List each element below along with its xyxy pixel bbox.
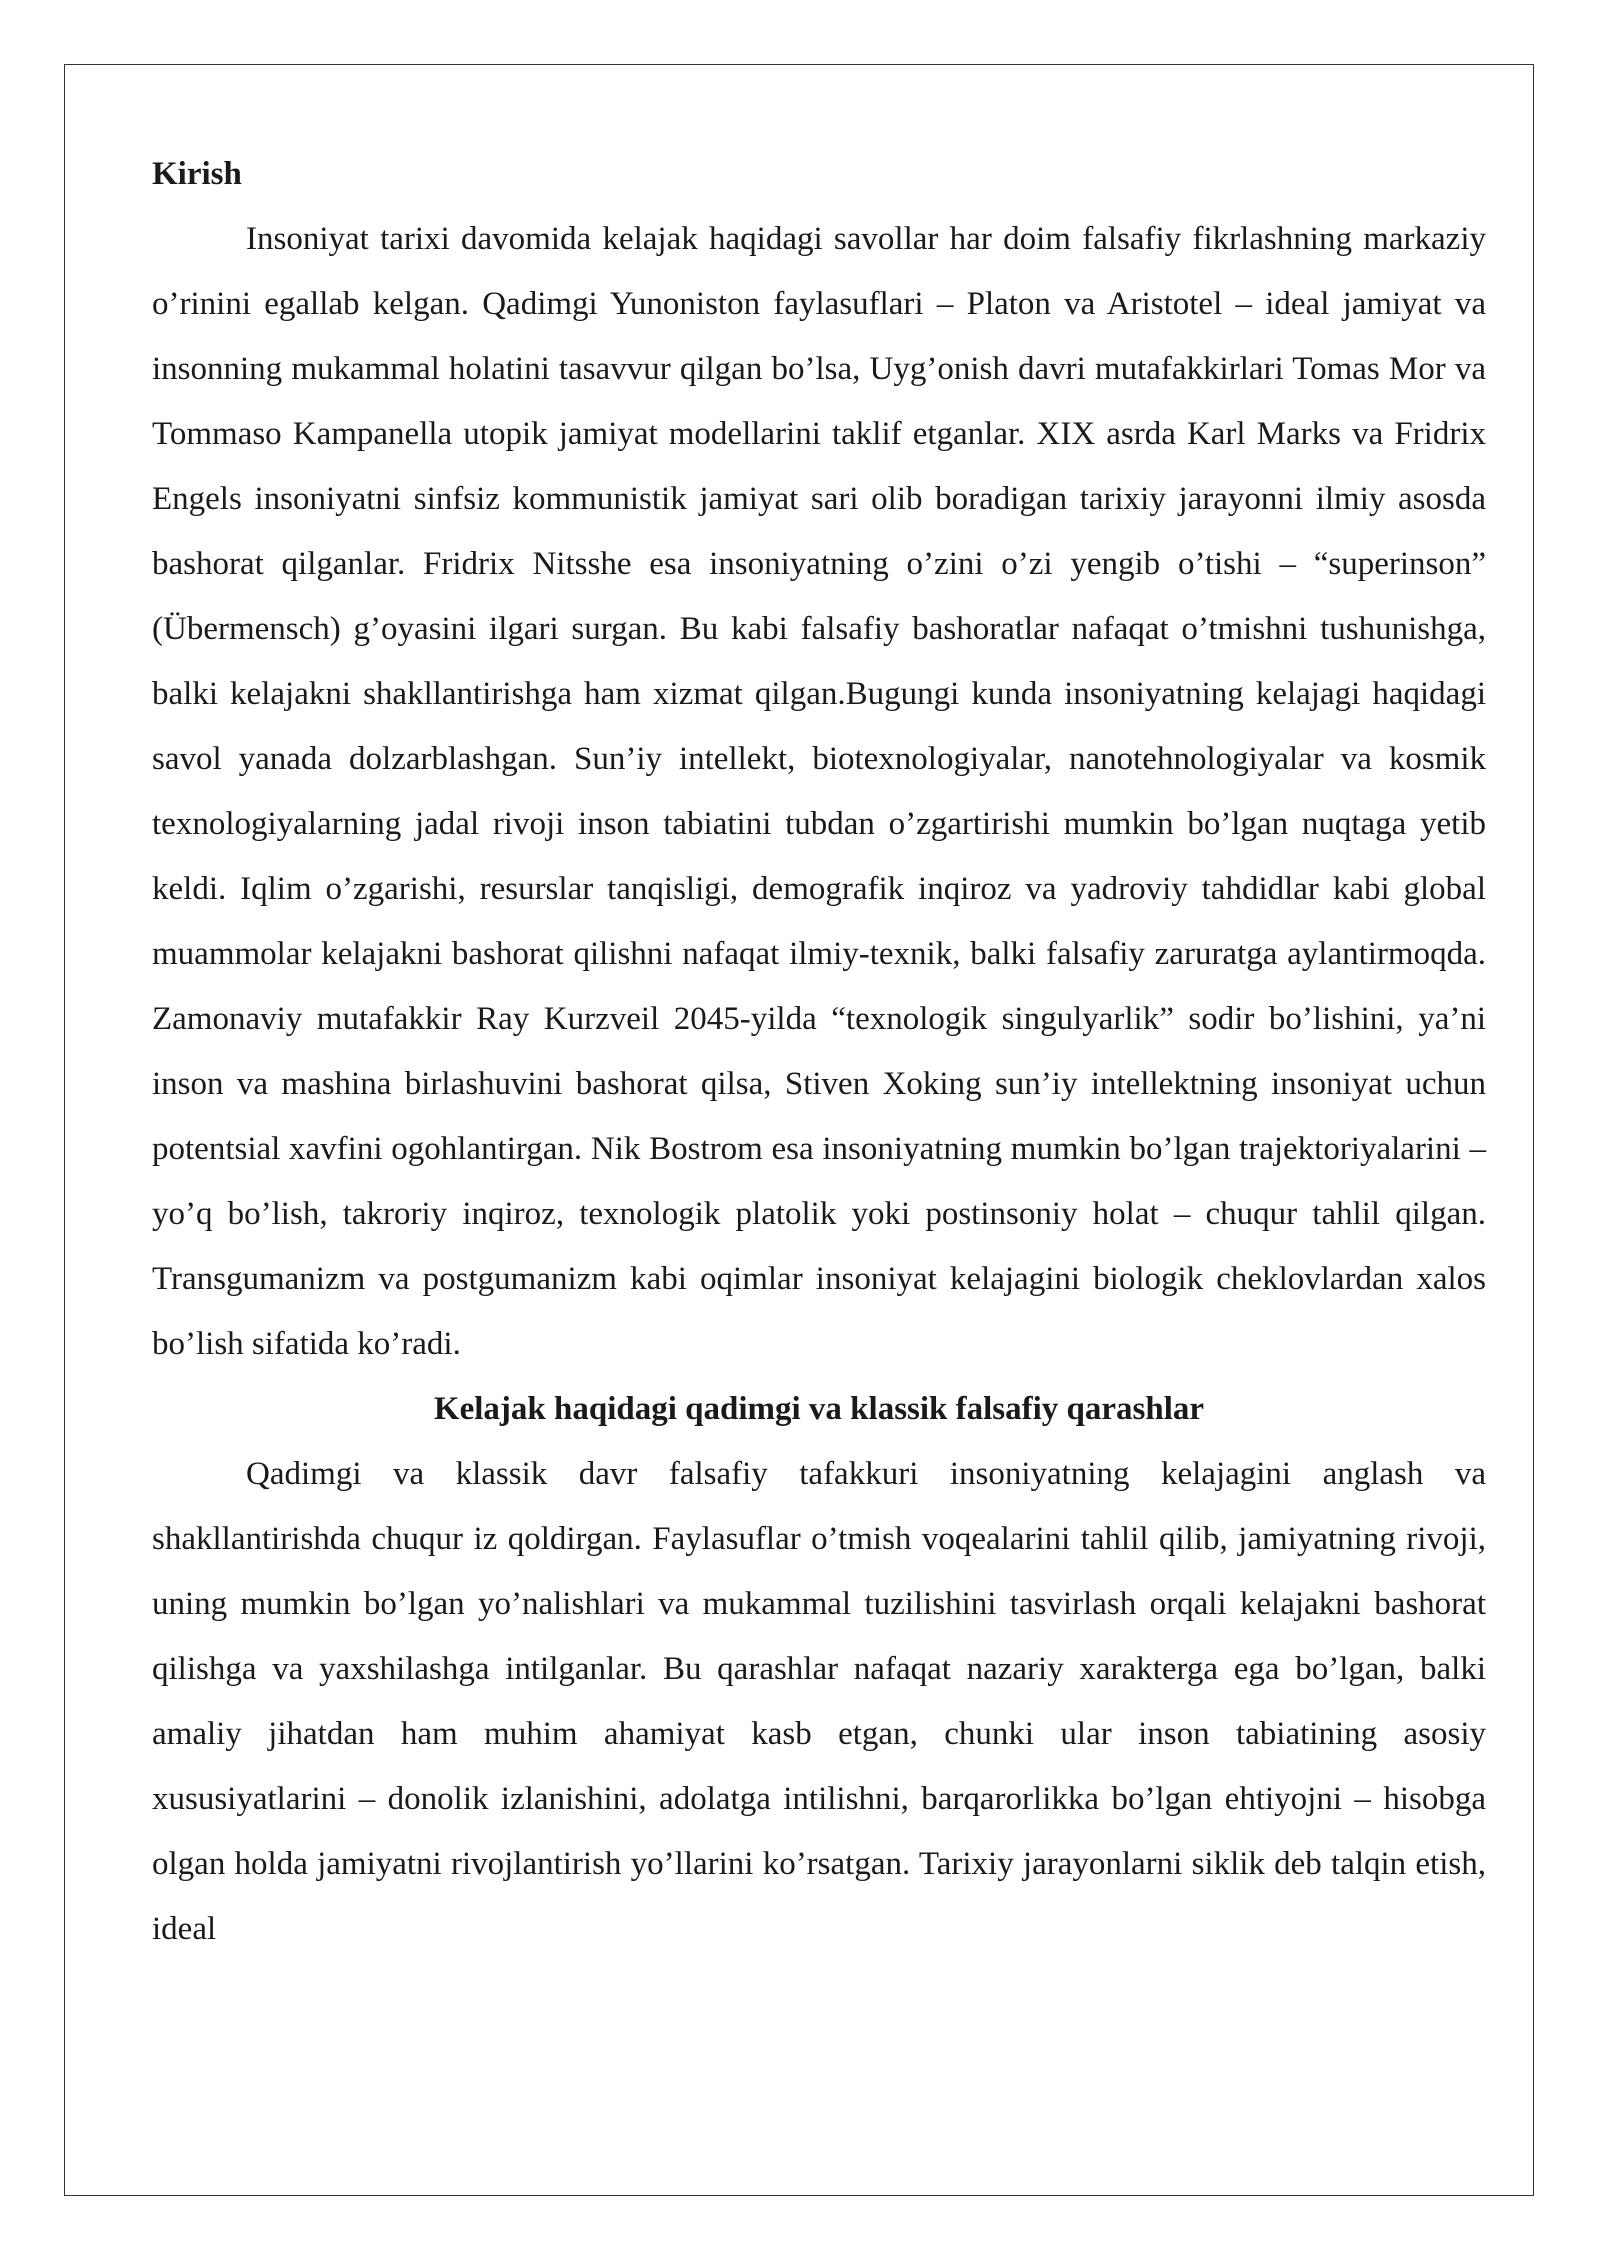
paragraph-ancient-views: Qadimgi va klassik davr falsafiy tafakkuri insoniyatning kelajagini anglash va shakllantirishda chuqur iz qoldirgan. Faylasuflar o’tmish voqealarini tahlil qilib, jamiyatning rivoji, uning mumkin bo’lgan yo’nalishlari va mukammal tuzilishini tasvirlash orqali kelajakni bashorat qilishga va yaxshilashga intilganlar. Bu qarashlar nafaqat nazariy xarakterga ega bo’lgan, balki amaliy jihatdan ham muhim ahamiyat kasb etgan, chunki ular inson tabiatining asosiy xususiyatlarini – donolik izlanishini, adolatga intilishni, barqarorlikka bo’lgan ehtiyojni – hisobga olgan holda jamiyatni rivojlantirish yo’llarini ko’rsatgan. Tarixiy jarayonlarni siklik deb talqin etish, ideal xyxy=(152,1456,1486,1947)
document-body xyxy=(152,142,1486,1962)
section-heading-ancient-views: Kelajak haqidagi qadimgi va klassik falsafiy qarashlar xyxy=(433,1391,1205,1427)
paragraph-introduction: Insoniyat tarixi davomida kelajak haqidagi savollar har doim falsafiy fikrlashning markaziy o’rinini egallab kelgan. Qadimgi Yunoniston faylasuflari – Platon va Aristotel – ideal jamiyat va insonning mukammal holatini tasavvur qilgan bo’lsa, Uyg’onish davri mutafakkirlari Tomas Mor va Tommaso Kampanella utopik jamiyat modellarini taklif etganlar. XIX asrda Karl Marks va Fridrix Engels insoniyatni sinfsiz kommunistik jamiyat sari olib boradigan tarixiy jarayonni ilmiy asosda bashorat qilganlar. Fridrix Nitsshe esa insoniyatning o’zini o’zi yengib o’tishi – “superinson” (Übermensch) g’oyasini ilgari surgan. Bu kabi falsafiy bashoratlar nafaqat o’tmishni tushunishga, balki kelajakni shakllantirishga ham xizmat qilgan.Bugungi kunda insoniyatning kelajagi haqidagi savol yanada dolzarblashgan. Sun’iy intellekt, biotexnologiyalar, nanotehnologiyalar va kosmik texnologiyalarning jadal rivoji inson tabiatini tubdan o’zgartirishi mumkin bo’lgan nuqtaga yetib keldi. Iqlim o’zgarishi, resurslar tanqisligi, demografik inqiroz va yadroviy tahdidlar kabi global muammolar kelajakni bashorat qilishni nafaqat ilmiy-texnik, balki falsafiy zaruratga aylantirmoqda. Zamonaviy mutafakkir Ray Kurzveil 2045-yilda “texnologik singulyarlik” sodir bo’lishini, ya’ni inson va mashina birlashuvini bashorat qilsa, Stiven Xoking sun’iy intellektning insoniyat uchun potentsial xavfini ogohlantirgan. Nik Bostrom esa insoniyatning mumkin bo’lgan trajektoriyalarini – yo’q bo’lish, takroriy inqiroz, texnologik platolik yoki postinsoniy holat – chuqur tahlil qilgan. Transgumanizm va postgumanizm kabi oqimlar insoniyat kelajagini biologik cheklovlardan xalos bo’lish sifatida ko’radi. xyxy=(152,221,1486,1362)
section-heading-introduction: Kirish xyxy=(152,156,242,192)
